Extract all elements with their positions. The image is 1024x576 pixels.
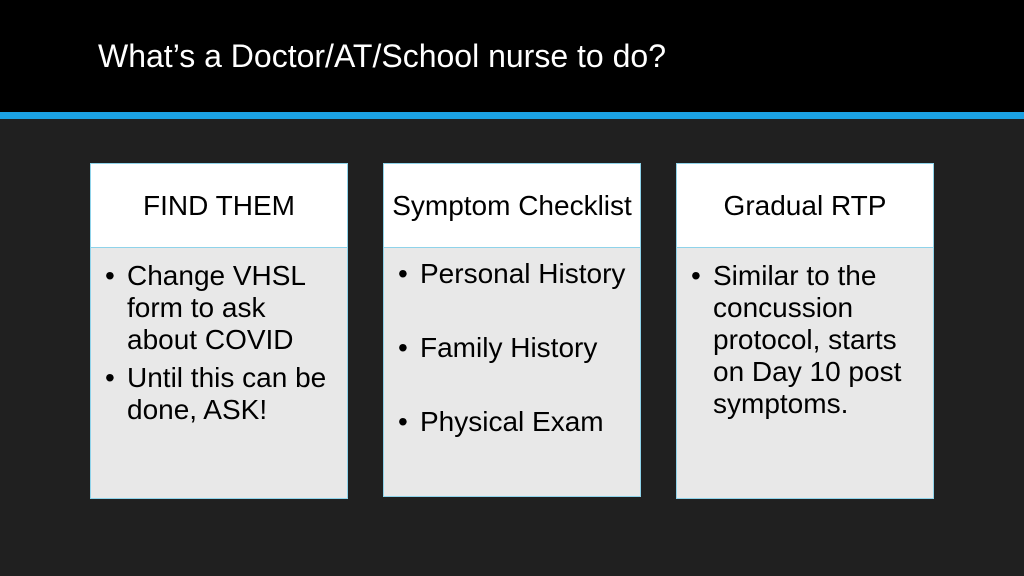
bullet-item: • Change VHSL form to ask about COVID <box>103 260 333 356</box>
accent-divider <box>0 112 1024 119</box>
card-header-label: FIND THEM <box>143 189 295 221</box>
card-header <box>384 164 640 248</box>
card-header-label: Gradual RTP <box>723 189 887 221</box>
title-bar <box>0 0 1024 112</box>
card-header <box>91 164 347 248</box>
card-body <box>91 248 347 442</box>
bullet-list <box>396 258 626 438</box>
bullet-list <box>103 260 333 426</box>
bullet-item: • Physical Exam <box>396 406 626 438</box>
bullet-list <box>689 260 923 420</box>
bullet-item: • Personal History <box>396 258 626 290</box>
card-gradual-rtp <box>676 163 934 499</box>
bullet-item: • Family History <box>396 332 626 364</box>
card-find-them <box>90 163 348 499</box>
slide-title: What’s a Doctor/AT/School nurse to do? <box>98 38 666 74</box>
card-body <box>384 248 640 448</box>
card-symptom-checklist <box>383 163 641 497</box>
card-header <box>677 164 933 248</box>
bullet-item: • Similar to the concussion protocol, starts on Day 10 post symptoms. <box>689 260 923 420</box>
card-body <box>677 248 933 430</box>
bullet-item: • Until this can be done, ASK! <box>103 362 333 426</box>
card-header-label: Symptom Checklist <box>392 189 632 221</box>
